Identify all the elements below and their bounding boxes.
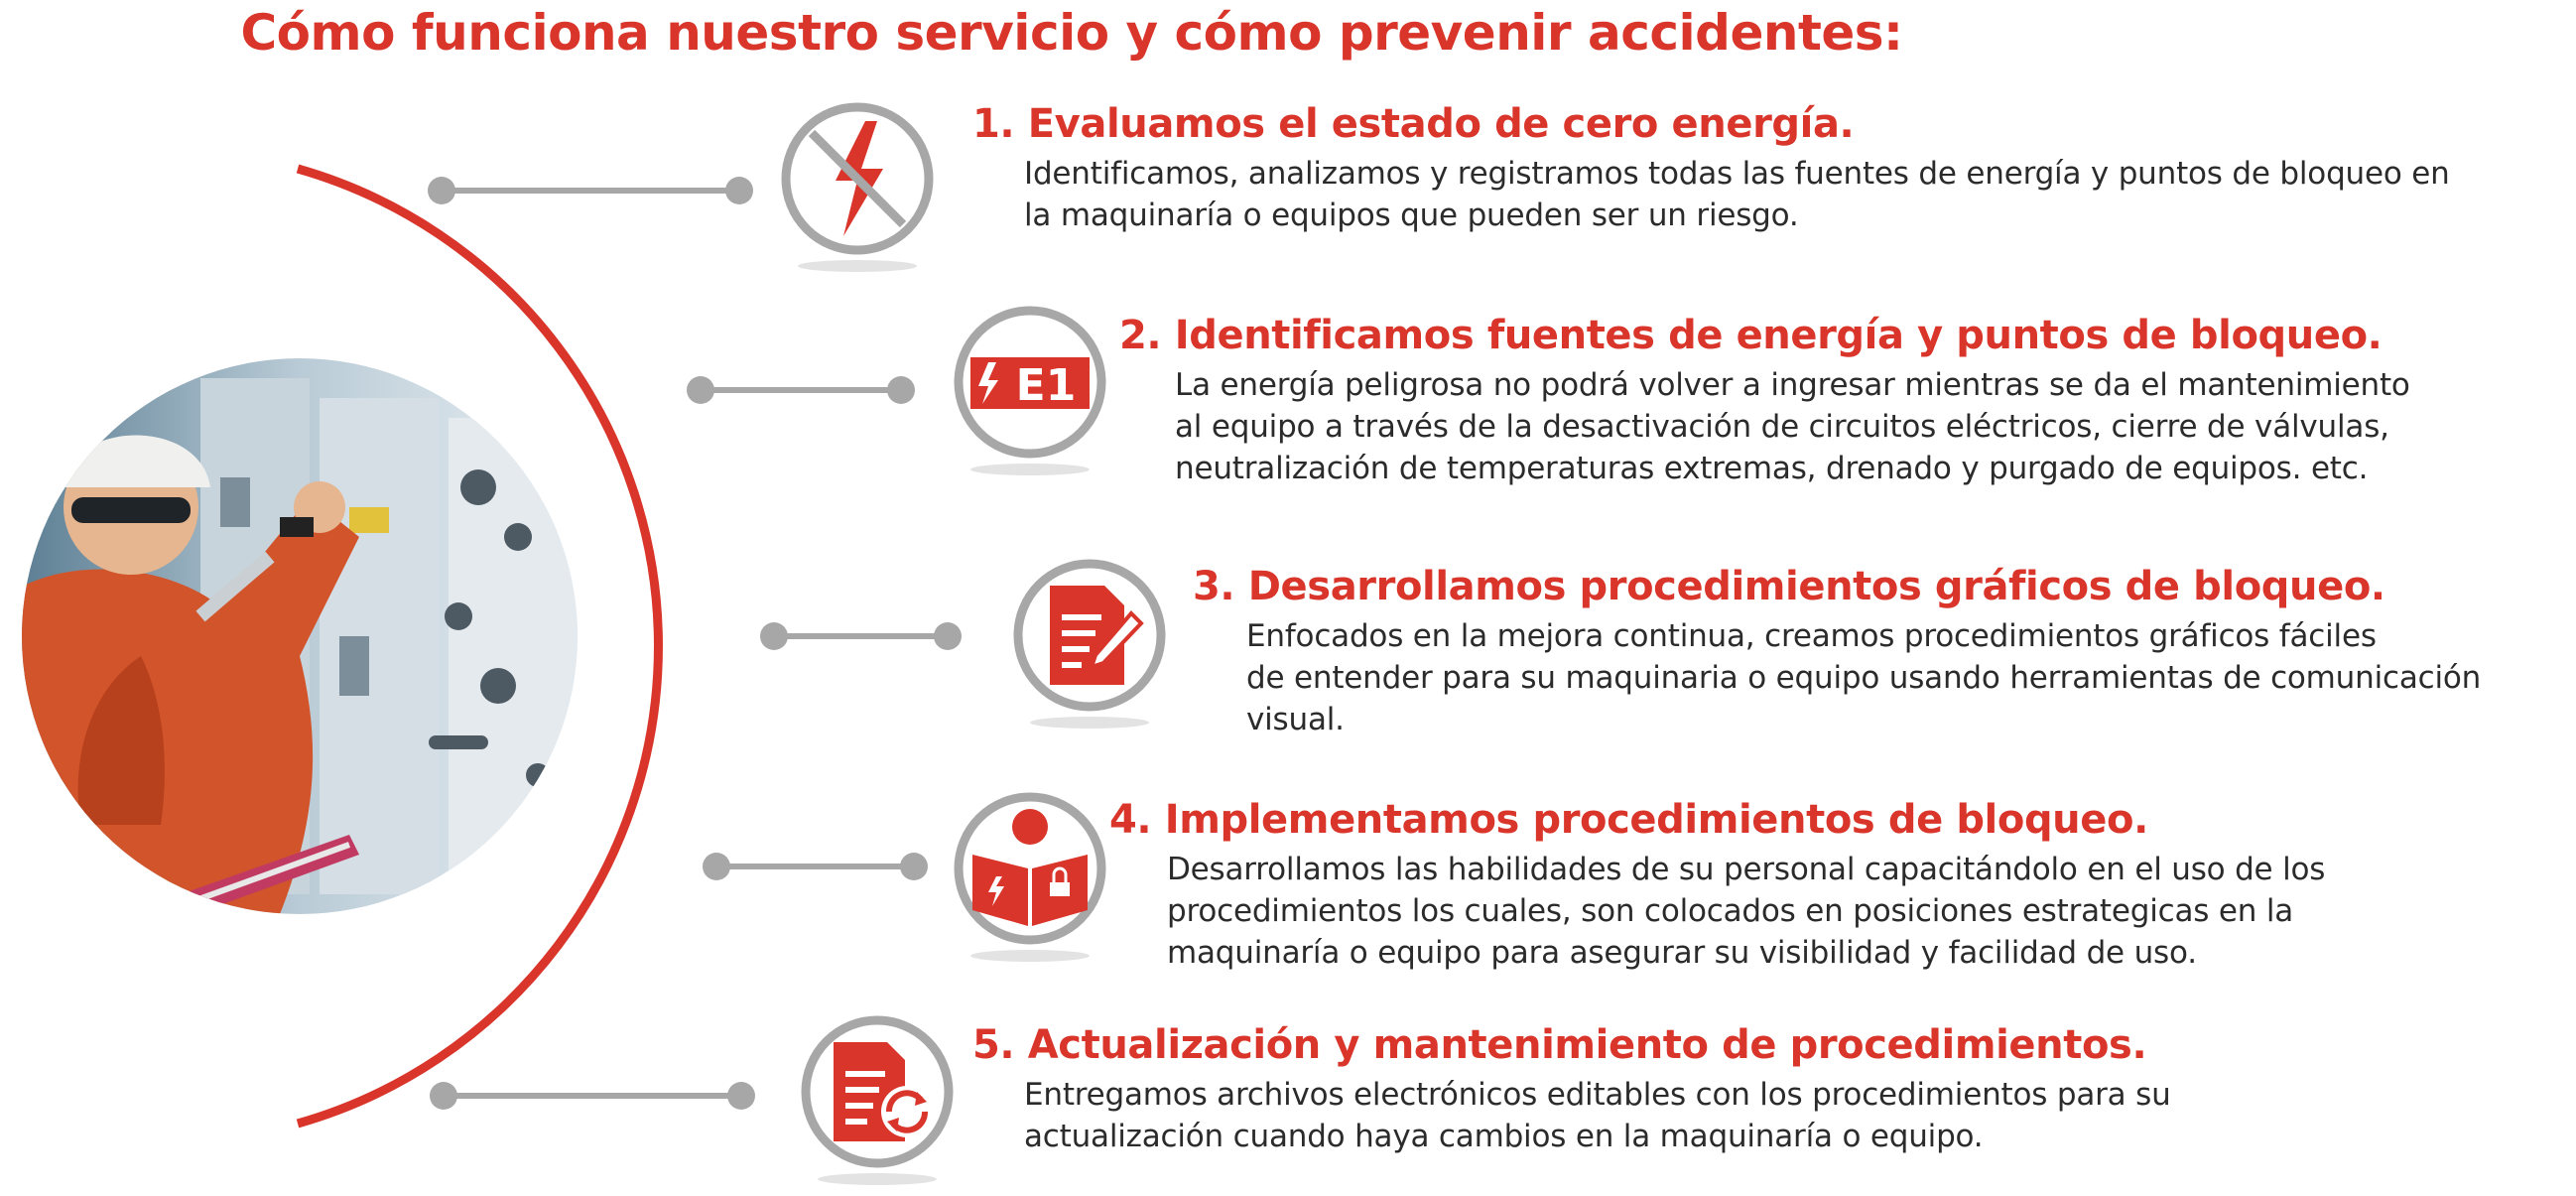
step-5 xyxy=(972,1022,2171,1157)
step-3-body: Enfocados en la mejora continua, creamos procedimientos gráficos fáciles de entender para su maquinaria o equipo usando herramientas de comunicación visual. xyxy=(1246,618,2482,737)
no-electricity-icon xyxy=(778,99,937,278)
step-2-body: La energía peligrosa no podrá volver a ingresar mientras se da el mantenimiento al equipo a través de la desactivación de circuitos eléctricos, cierre de válvulas, neutralización de temperaturas extremas, drenado y purgado de equipos. etc. xyxy=(1175,367,2410,486)
step-5-body: Entregamos archivos electrónicos editables con los procedimientos para su actualización cuando haya cambios en la maquinaría o equipo. xyxy=(1024,1077,2171,1154)
document-refresh-icon xyxy=(798,1012,957,1191)
step-1 xyxy=(972,101,2450,236)
document-edit-icon xyxy=(1010,556,1169,734)
step-1-heading: 1. Evaluamos el estado de cero energía. xyxy=(972,101,1855,147)
step-4-heading: 4. Implementamos procedimientos de bloqueo. xyxy=(1109,797,2148,843)
e1-label: E1 xyxy=(1015,360,1077,411)
step-3-heading: 3. Desarrollamos procedimientos gráficos de bloqueo. xyxy=(1193,564,2385,609)
step-4-body: Desarrollamos las habilidades de su personal capacitándolo en el uso de los procedimientos los cuales, son colocados en posiciones estrategicas en la maquinaría o equipo para asegurar su visibilidad y facilidad de uso. xyxy=(1167,852,2326,971)
step-1-body: Identificamos, analizamos y registramos todas las fuentes de energía y puntos de bloqueo en la maquinaría o equipos que pueden ser un riesgo. xyxy=(1024,156,2450,233)
technician-photo xyxy=(22,358,578,914)
step-5-heading: 5. Actualización y mantenimiento de procedimientos. xyxy=(972,1022,2147,1068)
energy-source-e1-icon xyxy=(951,303,1109,481)
step-2 xyxy=(1119,313,2410,489)
step-3 xyxy=(1193,564,2481,740)
person-reading-manual-icon xyxy=(951,789,1109,968)
step-2-heading: 2. Identificamos fuentes de energía y puntos de bloqueo. xyxy=(1119,313,2383,358)
step-4 xyxy=(1109,797,2325,974)
page-title: Cómo funciona nuestro servicio y cómo prevenir accidentes: xyxy=(240,4,1903,62)
